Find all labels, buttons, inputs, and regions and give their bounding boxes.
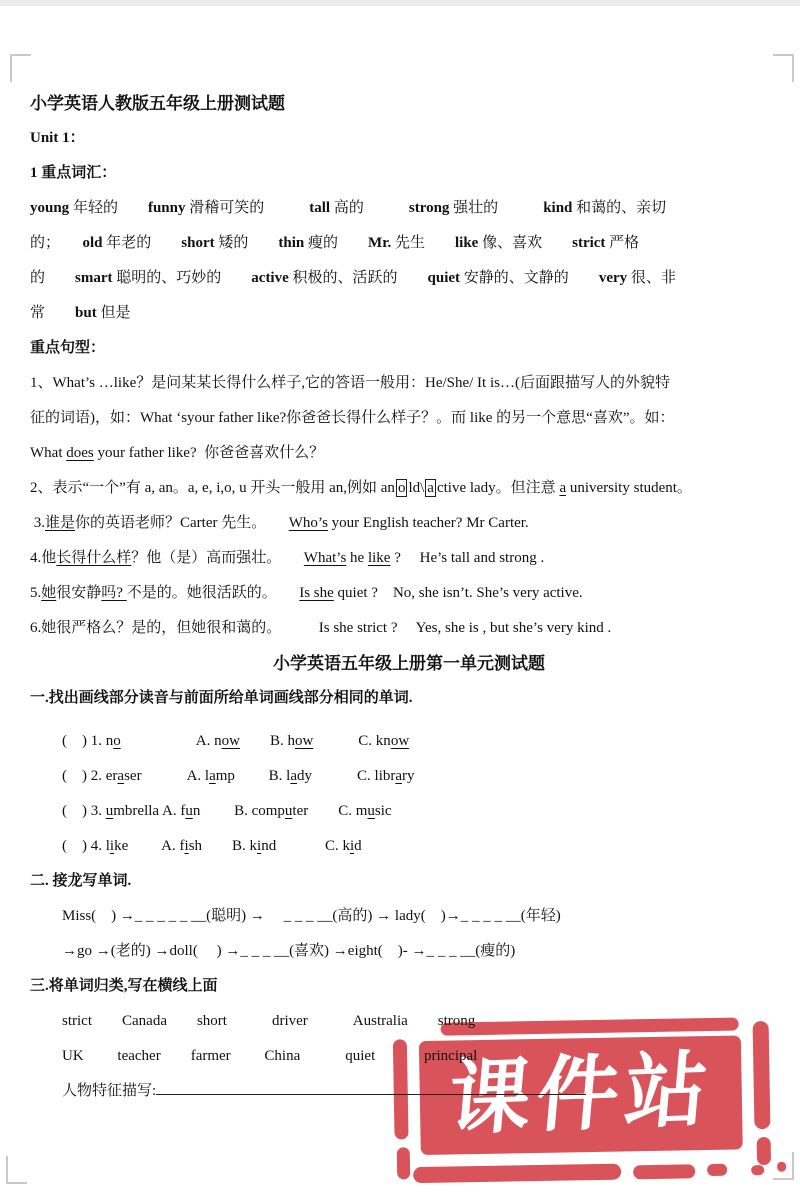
margin-crop-mark-top-right [773, 54, 794, 82]
pattern-sentence: 3.谁是你的英语老师？Carter 先生。 Who’s your English teacher? Mr Carter. [30, 515, 529, 531]
classify-words-row: UK teacher farmer China quiet principal [62, 1048, 478, 1064]
pattern-sentence: 2、表示“一个”有 a, an。a, e, i,o, u 开头一般用 an,例如 an o ld\ a ctive lady。但注意 a university student。 [30, 480, 692, 496]
pattern-sentence: 6.她很严格么？是的，但她很和蔼的。 Is she strict ? Yes, she is , but she’s very kind . [30, 620, 612, 636]
phonics-row: ( ) 4. like A. fish B. kind C. kid [62, 838, 362, 854]
margin-crop-mark-bottom-left [6, 1156, 27, 1184]
fill-in-line: 人物特征描写: [30, 1074, 788, 1109]
vocab-line: young 年轻的 funny 滑稽可笑的 tall 高的 strong 强壮的 kind 和蔼的、亲切 [30, 200, 667, 216]
doc-title-unit-test: 小学英语五年级上册第一单元测试题 [273, 654, 545, 673]
stamp-border-left-dot [397, 1147, 411, 1179]
patterns-heading: 重点句型： [30, 340, 106, 356]
vocab-line: 的； old 年老的 short 矮的 thin 瘦的 Mr. 先生 like 像、喜欢 strict 严格 [30, 235, 640, 251]
stamp-border-bottom-2 [633, 1164, 695, 1179]
vocab-heading: 1 重点词汇： [30, 165, 117, 181]
phonics-row: ( ) 1. no A. now B. how C. know [62, 733, 410, 749]
phonics-row: ( ) 2. eraser A. lamp B. lady C. library [62, 768, 415, 784]
section1-heading: 一.找出画线部分读音与前面所给单词画线部分相同的单词. [30, 690, 413, 706]
pattern-sentence: What does your father like? 你爸爸喜欢什么？ [30, 445, 325, 461]
phonics-row: ( ) 3. umbrella A. fun B. computer C. music [62, 803, 392, 819]
watermark-text: 课件站 [444, 1042, 718, 1147]
stamp-border-dot-1 [707, 1164, 727, 1176]
vocab-line: 的 smart 聪明的、巧妙的 active 积极的、活跃的 quiet 安静的、文静的 very 很、非 [30, 270, 676, 286]
document-content [30, 86, 788, 1109]
unit-heading: Unit 1： [30, 130, 85, 146]
section3-heading: 三.将单词归类,写在横线上面 [30, 978, 218, 994]
pattern-sentence: 5.她很安静吗? 不是的。她很活跃的。 Is she quiet ? No, she isn’t. She’s very active. [30, 585, 583, 601]
word-chain-line: →go →(老的) →doll( ) →_ _ _ __(喜欢) →eight( )- →_ _ _ __(瘦的) [62, 943, 516, 959]
pattern-sentence: 征的词语)，如：What ‘syour father like?你爸爸长得什么样子？。而 like 的另一个意思“喜欢”。如： [30, 410, 675, 426]
pattern-sentence: 4.他长得什么样？他（是）高而强壮。 What’s he like ? He’s tall and strong . [30, 550, 545, 566]
page-top-edge [0, 0, 800, 6]
pattern-sentence: 1、What’s …like？是问某某长得什么样子,它的答语一般用：He/She/ It is…(后面跟描写人的外貌特 [30, 375, 670, 391]
margin-crop-mark-top-left [10, 54, 31, 82]
stamp-border-right-dot [757, 1137, 771, 1165]
word-chain-line: Miss( ) →_ _ _ _ _ __(聪明) → _ _ _ __(高的) → lady( )→_ _ _ _ __(年轻) [62, 908, 561, 924]
section2-heading: 二. 接龙写单词. [30, 873, 132, 889]
classify-words-row: strict Canada short driver Australia strong [62, 1013, 476, 1029]
vocab-line: 常 but 但是 [30, 305, 131, 321]
doc-title-main: 小学英语人教版五年级上册测试题 [30, 94, 285, 113]
stamp-border-dot-2 [751, 1165, 764, 1175]
stamp-border-bottom [413, 1164, 621, 1184]
stamp-border-dot-3 [777, 1162, 786, 1172]
